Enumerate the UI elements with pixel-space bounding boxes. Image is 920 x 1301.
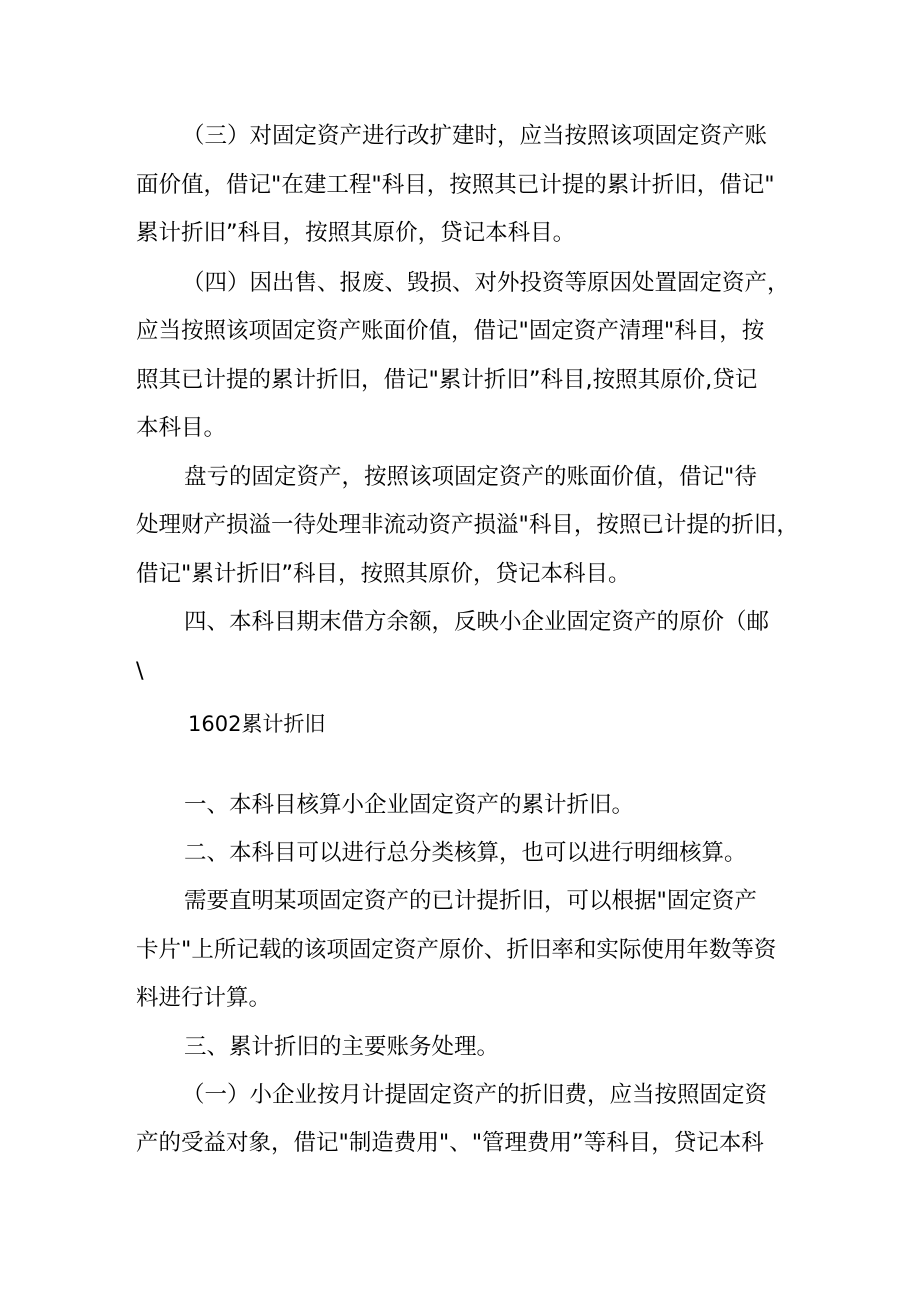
period-end-balance-line: 四、本科目期末借方余额，反映小企业固定资产的原价（邮 [184, 609, 770, 635]
inventory-loss-line-1: 盘亏的固定资产，按照该项固定资产的账面价值，借记"待 [184, 464, 757, 490]
sub-item-1-line-1: （一）小企业按月计提固定资产的折旧费，应当按照固定资 [182, 1082, 768, 1108]
backslash-line: \ [136, 658, 144, 684]
paragraph-4-line-2: 应当按照该项固定资产账面价值，借记"固定资产清理"科目，按 [136, 318, 765, 344]
sub-item-1-line-2: 产的受益对象，借记"制造费用"、"管理费用”等科目，贷记本科 [136, 1130, 764, 1156]
detail-line-2: 卡片"上所记载的该项固定资产原价、折旧率和实际使用年数等资 [136, 937, 777, 963]
item-1-line: 一、本科目核算小企业固定资产的累计折旧。 [184, 792, 635, 818]
section-heading-1602: 1602累计折旧 [188, 712, 326, 736]
paragraph-4-line-3: 照其已计提的累计折旧，借记"累计折旧”科目,按照其原价,贷记 [136, 367, 758, 393]
item-2-line: 二、本科目可以进行总分类核算，也可以进行明细核算。 [184, 840, 747, 866]
paragraph-3-line-3: 累计折旧”科目，按照其原价，贷记本科目。 [136, 220, 576, 246]
inventory-loss-line-3: 借记"累计折旧”科目，按照其原价，贷记本科目。 [136, 561, 631, 587]
paragraph-3-line-2: 面价值，借记"在建工程"科目，按照其已计提的累计折旧，借记" [136, 172, 775, 198]
detail-line-1: 需要直明某项固定资产的已计提折旧，可以根据"固定资产 [184, 888, 757, 914]
paragraph-3-line-1: （三）对固定资产进行改扩建时，应当按照该项固定资产账 [182, 123, 768, 149]
inventory-loss-line-2: 处理财产损溢一待处理非流动资产损溢"科目，按照已计提的折旧， [136, 512, 799, 538]
item-3-line: 三、累计折旧的主要账务处理。 [184, 1034, 500, 1060]
paragraph-4-line-1: （四）因出售、报废、毁损、对外投资等原因处置固定资产， [182, 270, 790, 296]
paragraph-4-line-4: 本科目。 [136, 415, 227, 441]
detail-line-3: 料进行计算。 [136, 985, 272, 1011]
